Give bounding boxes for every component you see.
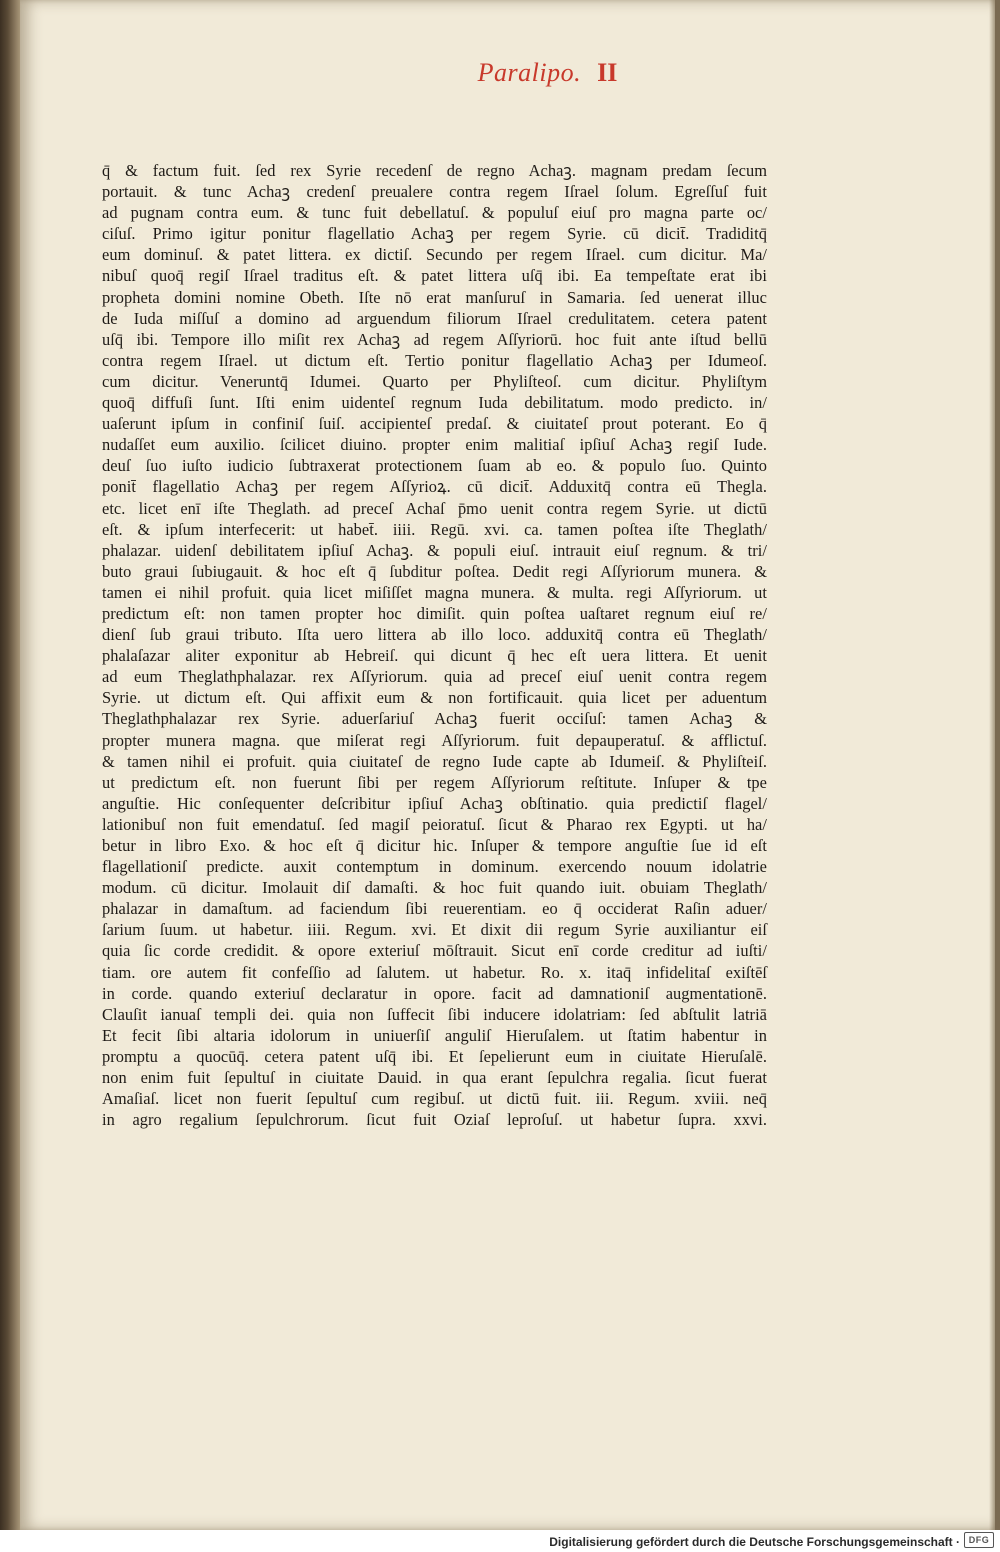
text-line: buto graui ſubiugauit. & hoc eſt q̄ ſubditur poſtea. Dedit regi Aſſyriorum munera. &	[102, 561, 767, 581]
text-line: dienſ ſub graui tributo. Iſta uero littera ab illo loco. adduxitq̄ contra eū Theglath/	[102, 625, 767, 645]
text-line: Et fecit ſibi altaria idolorum in uniuerſiſ anguliſ Hieruſalem. ut ſtatim habentur in	[102, 1025, 767, 1045]
text-line: Amaſiaſ. licet non fuerit ſepultuſ cum regibuſ. ut dictū fuit. iii. Regum. xviii. neq̄	[102, 1089, 767, 1109]
text-line: ut predictum eſt. non fuerunt ſibi per regem Aſſyriorum reſtitute. Inſuper & tpe	[102, 772, 767, 792]
text-line: ponit̄ flagellatio Achaꝫ per regem Aſſyrioꝝ. cū dicit̄. Adduxitq̄ contra eū Thegla.	[102, 477, 767, 497]
text-line: anguſtie. Hic conſequenter deſcribitur ipſiuſ Achaꝫ obſtinatio. quia predictiſ flagel/	[102, 793, 767, 813]
adjacent-page-edge	[2, 180, 20, 1080]
text-line: de Iuda miſſuſ a domino ad arguendum filiorum Iſrael credulitatem. cetera patent	[102, 308, 767, 328]
running-head: Paralipo.	[477, 58, 582, 87]
footer-bar	[0, 1530, 1000, 1552]
text-line: Syrie. ut dictum eſt. Qui affixit eum & non fortificauit. quia licet per aduentum	[102, 688, 767, 708]
text-line: phalazar. uidenſ debilitatem ipſiuſ Achaꝫ. & populi eiuſ. intrauit eiuſ regnum. & tri/	[102, 540, 767, 560]
text-line: eſt. & ipſum interfecerit: ut habet̄. iiii. Regū. xvi. ca. tamen poſtea iſte Theglath/	[102, 519, 767, 539]
text-line: promptu a quocūq̄. cetera patent uſq̄ ibi. Et ſepelierunt eum in ciuitate Hieruſalē.	[102, 1046, 767, 1066]
text-line: propheta domini nomine Obeth. Iſte nō erat manſuruſ in Samaria. ſed uenerat illuc	[102, 287, 767, 307]
text-line: cum dicitur. Veneruntq̄ Idumei. Quarto per Phyliſteoſ. cum dicitur. Phyliſtym	[102, 371, 767, 391]
text-line: ad pugnam contra eum. & tunc fuit debellatuſ. & populuſ eiuſ pro magna parte oc/	[102, 203, 767, 223]
text-line: phalazar in damaſtum. ad faciendum ſibi reuerentiam. eo q̄ occiderat Raſin aduer/	[102, 899, 767, 919]
text-line: etc. licet enī iſte Theglath. ad preceſ Achaſ p̄mo uenit contra regem Syrie. ut dictū	[102, 498, 767, 518]
dfg-logo: DFG	[964, 1532, 994, 1548]
text-line: nibuſ quoq̄ regiſ Iſrael traditus eſt. & patet littera uſq̄ ibi. Ea tempeſtate erat ibi	[102, 266, 767, 286]
text-line: in corde. quando exteriuſ declaratur in opore. facit ad damnationiſ augmentationē.	[102, 983, 767, 1003]
funding-note: Digitalisierung gefördert durch die Deutsche Forschungsgemeinschaft ·	[549, 1535, 960, 1549]
text-line: Theglathphalazar rex Syrie. aduerſariuſ Achaꝫ fuerit occiſuſ: tamen Achaꝫ &	[102, 709, 767, 729]
text-line: phalaſazar aliter exponitur ab Hebreiſ. qui dicunt q̄ hec eſt uera littera. Et uenit	[102, 646, 767, 666]
text-line: ciſuſ. Primo igitur ponitur flagellatio Achaꝫ per regem Syrie. cū dicit̄. Tradiditq̄	[102, 224, 767, 244]
text-line: deuſ ſuo iuſto iudicio ſubtraxerat protectionem ſuam ab eo. & populo ſuo. Quinto	[102, 456, 767, 476]
folio-number: II	[597, 58, 618, 87]
text-line: betur in libro Exo. & hoc eſt q̄ dicitur hic. Inſuper & tempore anguſtie ſue id eſt	[102, 836, 767, 855]
text-line: flagellationiſ predicte. auxit contemptum in dominum. exercendo nouum idolatrie	[102, 857, 767, 877]
text-line: ad eum Theglathphalazar. rex Aſſyriorum. quia ad preceſ eiuſ uenit contra regem	[102, 667, 767, 687]
text-line: portauit. & tunc Achaꝫ credenſ preualere contra regem Iſrael ſolum. Egreſſuſ fuit	[102, 182, 767, 202]
text-line: nudaſſet eum auxilio. ſcilicet diuino. propter enim malitiaſ ipſiuſ Achaꝫ regiſ Iude.	[102, 435, 767, 455]
manuscript-page	[20, 0, 995, 1530]
text-line: quia ſic corde credidit. & opore exteriuſ mōſtrauit. Sicut enī corde creditur ad iuſti/	[102, 941, 767, 961]
text-line: & tamen nihil ei profuit. quia ciuitateſ de regno Iude capte ab Idumeiſ. & Phyliſteiſ.	[102, 751, 767, 771]
text-line: eum dominuſ. & patet littera. ex dictiſ. Secundo per regem Iſrael. cum dicitur. Ma/	[102, 245, 767, 265]
text-line: quoq̄ diffuſi ſunt. Iſti enim uidenteſ regnum Iuda debilitatum. modo predicto. in/	[102, 393, 767, 413]
text-line: lationibuſ non fuit emendatuſ. ſed magiſ peioratuſ. ſicut & Pharao rex Egypti. ut ha/	[102, 814, 767, 834]
text-line: uaſerunt ipſum in confiniſ ſuiſ. accipienteſ predaſ. & ciuitateſ prout poterant. Eo q̄	[102, 414, 767, 434]
text-line: predictum eſt: non tamen propter hoc dimiſit. quin poſtea uaſtaret regnum eiuſ re/	[102, 603, 767, 623]
book-spine	[0, 0, 22, 1530]
text-line: modum. cū dicitur. Imolauit diſ damaſti. & hoc fuit quando iuit. obuiam Theglath/	[102, 878, 767, 898]
text-line: uſq̄ ibi. Tempore illo miſit rex Achaꝫ ad regem Aſſyriorū. hoc fuit ante iſtud bellū	[102, 329, 767, 349]
text-line: q̄ & factum fuit. ſed rex Syrie recedenſ de regno Achaꝫ. magnam predam ſecum	[102, 161, 767, 180]
text-line: contra regem Iſrael. ut dictum eſt. Tertio ponitur flagellatio Achaꝫ per Idumeoſ.	[102, 350, 767, 370]
text-line: non enim fuit ſepultuſ in ciuitate Dauid. in qua erant ſepulchra regalia. ſicut fuerat	[102, 1068, 767, 1088]
text-line: propter munera magna. que miſerat regi Aſſyriorum. fuit depauperatuſ. & afflictuſ.	[102, 730, 767, 750]
text-line: tiam. ore autem fit confeſſio ad ſalutem. ut habetur. Ro. x. itaq̄ infidelitaſ exiſtēſ	[102, 962, 767, 982]
text-line: in agro regalium ſepulchrorum. ſicut fuit Oziaſ leproſuſ. ut habetur ſupra. xxvi.	[102, 1110, 767, 1130]
text-column	[102, 160, 767, 1130]
page-header	[20, 58, 995, 88]
text-line: tamen ei nihil profuit. quia licet miſiſſet magna munera. & multa. regi Aſſyriorum. ut	[102, 582, 767, 602]
text-line: ſarium ſuum. ut habetur. iiii. Regum. xvi. Et dixit dii regum Syrie auxiliantur eiſ	[102, 920, 767, 940]
text-line: Clauſit ianuaſ templi dei. quia non ſuffecit ſibi inducere idolatriam: ſed abſtulit latriā	[102, 1004, 767, 1024]
